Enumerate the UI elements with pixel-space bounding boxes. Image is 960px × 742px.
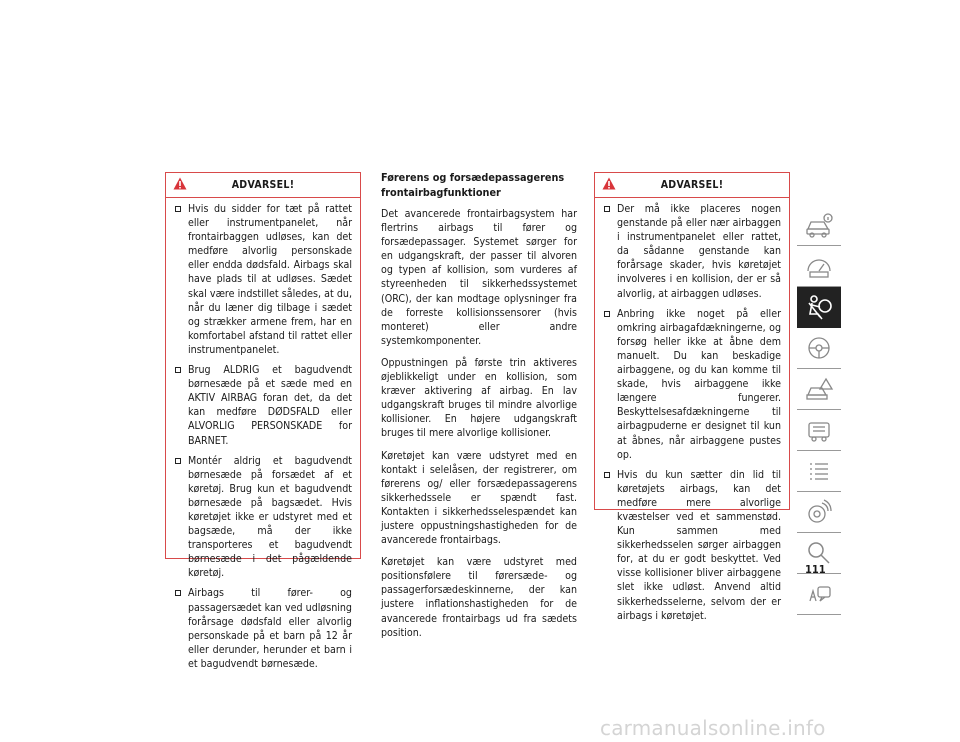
warning-item: [603, 202, 781, 301]
paragraph: Det avancerede frontairbagsystem har flertrins airbags til fører og forsædepassager. Systemet sørger for en udgangskraft, der passer til alvoren og typen af kollision, som vurderes af styreenheden til sikkerhedssystemet (ORC), der kan modtage oplysninger fra de forreste kollisionssensorer (hvis monteret) eller andre systemkomponenter.: [381, 208, 577, 347]
tab-safety[interactable]: [797, 287, 841, 328]
warning-item-text: Hvis du kun sætter din lid til køretøjets airbags, kan det medføre mere alvorlige kvæstelser ved et sammenstød. Kun sammen med sikkerhedsselen sørger airbaggen for, at du er godt beskyttet. Ved visse kollisioner bliver airbaggene slet ikke udløst. Anvend altid sikkerhedsselerne, selvom der er airbags i køretøjet.: [617, 468, 781, 622]
warning-item: [174, 454, 352, 581]
warning-item-text: Montér aldrig et bagudvendt børnesæde på forsædet af et køretøj. Brug kun et bagudvendt børnesæde på bagsædet. Hvis køretøjet ikke er udstyret med et bagsæde, må der ikke transporteres et bagudvendt børnesæde i det pågældende køretøj.: [188, 454, 352, 580]
dashboard-warning-icon: [804, 251, 834, 281]
tab-dashboard[interactable]: [797, 246, 841, 287]
main-text-column: [381, 170, 577, 648]
warning-item-text: Der må ikke placeres nogen genstande på eller nær airbaggen i instrumentpanelet eller rattet, da sådanne genstande kan forårsage skader, hvis køretøjet involveres i en kollision, der er så alvorlig, at airbaggen udløses.: [617, 203, 781, 300]
paragraph: Køretøjet kan være udstyret med positionsfølere til førersæde- og passagerforsædeskinnerne, der kan justere inflationshastigheden for de avancerede frontairbags ud fra sædets position.: [381, 556, 577, 639]
bullet-square-icon: [175, 590, 181, 596]
tab-car-info[interactable]: [797, 205, 841, 246]
bullet-square-icon: [604, 311, 610, 317]
warning-header: [595, 173, 789, 198]
warning-triangle-icon: [602, 177, 616, 190]
paragraph: Køretøjet kan være udstyret med en kontakt i selelåsen, der registrerer, om førerens og/ eller forsædepassagerens sikkerhedssele er spændt fast. Kontakten i sikkerhedsselespændet kan justere oppustningshastigheden for de avancerede frontairbags.: [381, 449, 577, 547]
tab-driving[interactable]: [797, 328, 841, 369]
warning-title: ADVARSEL!: [660, 179, 724, 191]
specifications-list-icon: [804, 456, 834, 486]
section-heading: Førerens og forsædepassagerens frontairbagfunktioner: [381, 171, 565, 199]
steering-wheel-icon: [804, 333, 834, 363]
tab-service[interactable]: [797, 410, 841, 451]
warning-item: [174, 202, 352, 357]
bullet-square-icon: [175, 367, 181, 373]
warning-title: ADVARSEL!: [231, 179, 295, 191]
warning-item-text: Brug ALDRIG et bagudvendt børnesæde på et sæde med en AKTIV AIRBAG foran det, da det kan medføre DØDSFALD eller ALVORLIG PERSONSKADE for BARNET.: [188, 364, 352, 447]
multimedia-icon: [804, 497, 834, 527]
tab-specifications[interactable]: [797, 451, 841, 492]
tab-language[interactable]: [797, 574, 841, 615]
language-icon: [804, 579, 834, 609]
tab-emergency[interactable]: [797, 369, 841, 410]
page-number: 111: [805, 563, 826, 576]
warning-item-text: Anbring ikke noget på eller omkring airbagafdækningerne, og forsøg heller ikke at åbne dem manuelt. Du kan beskadige airbaggene, og du kan komme til skade, hvis airbaggene ikke længere fungerer. Beskyttelsesafdækningerne til airbagpuderne er designet til kun at åbnes, når airbaggene pustes op.: [617, 307, 781, 461]
airbag-safety-icon: [804, 292, 834, 322]
warning-item-text: Hvis du sidder for tæt på rattet eller instrumentpanelet, når frontairbaggen udløses, kan det medføre alvorlig personskade eller endda dødsfald. Airbags skal have plads til at udløses. Sædet skal være indstillet således, at du, når du læner dig tilbage i sædet og strækker armene frem, har en komfortabel afstand til rattet eller instrumentpanelet.: [188, 203, 352, 356]
warning-item: [603, 307, 781, 462]
warning-header: [166, 173, 360, 198]
warning-item: [174, 586, 352, 671]
bullet-square-icon: [175, 458, 181, 464]
car-emergency-icon: [804, 374, 834, 404]
warning-box-right: [594, 172, 790, 622]
warning-item: [174, 363, 352, 448]
bullet-square-icon: [604, 472, 610, 478]
bullet-square-icon: [175, 206, 181, 212]
warning-box-left: [165, 172, 361, 670]
warning-item-text: Airbags til fører- og passagersædet kan ved udløsning forårsage dødsfald eller alvorlig personskade på et barn på 12 år eller derunder, herunder et barn i et bagudvendt børnesæde.: [188, 587, 352, 670]
car-service-icon: [804, 415, 834, 445]
watermark-text: carmanualsonline.info: [600, 716, 826, 740]
chapter-tabs: [797, 205, 841, 615]
warning-item: [603, 468, 781, 623]
paragraph: Oppustningen på første trin aktiveres øjeblikkeligt under en kollision, som kræver aktivering af airbag. En lav udgangskraft bruges til mindre alvorlige kollisioner. En højere udgangskraft bruges til mere alvorlige kollisioner.: [381, 356, 577, 440]
bullet-square-icon: [604, 206, 610, 212]
warning-triangle-icon: [173, 177, 187, 190]
tab-multimedia[interactable]: [797, 492, 841, 533]
car-info-icon: [804, 210, 834, 240]
